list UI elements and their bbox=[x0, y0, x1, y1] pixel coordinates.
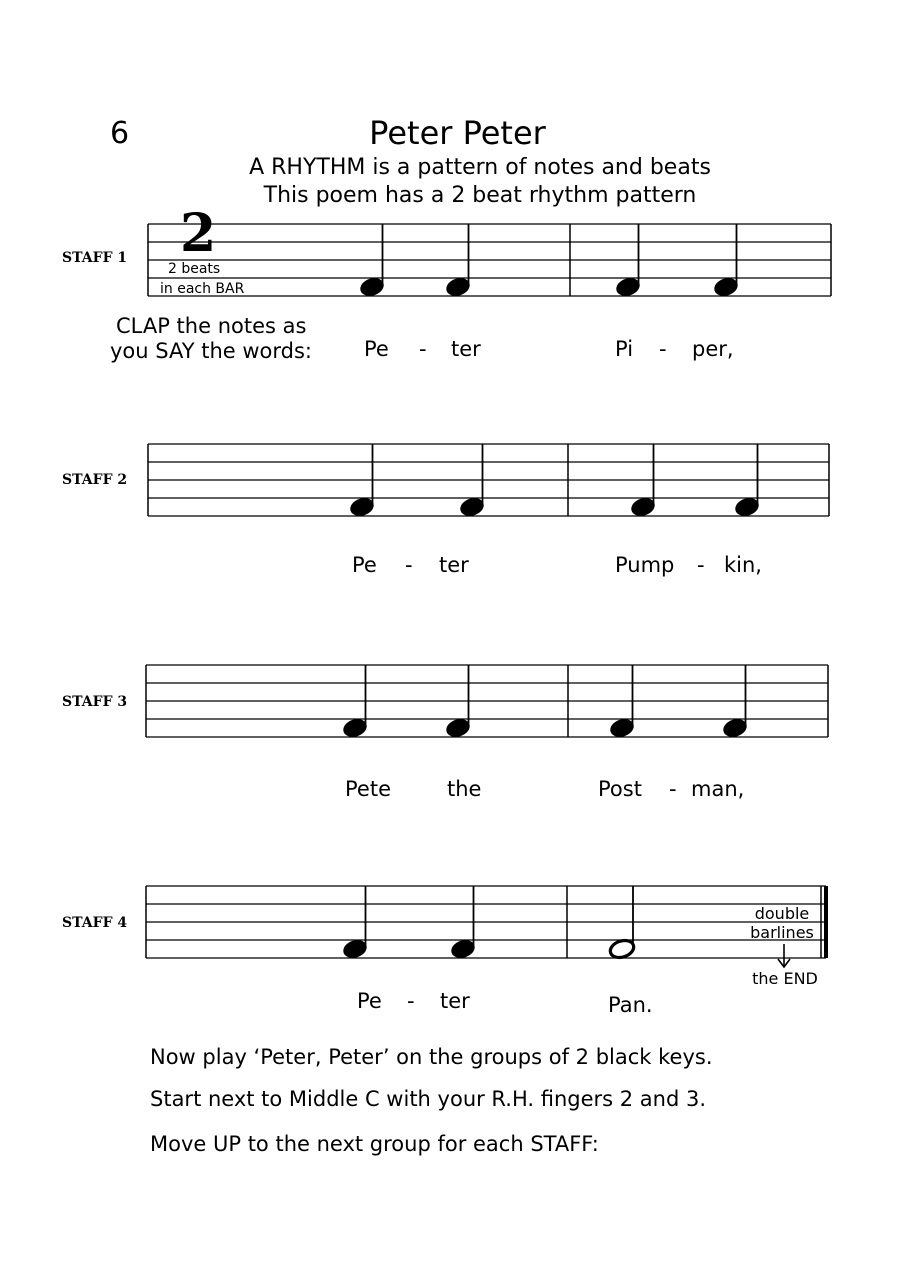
intro-line-2: This poem has a 2 beat rhythm pattern bbox=[263, 183, 697, 208]
lyric-hyphen: - bbox=[669, 777, 677, 801]
time-signature-line-2: in each BAR bbox=[160, 281, 245, 297]
lyric-hyphen: - bbox=[697, 553, 705, 577]
lyric-hyphen: - bbox=[659, 337, 667, 361]
lyric-syllable: man, bbox=[691, 777, 745, 801]
lyric-syllable: Pi bbox=[615, 337, 634, 361]
staff-3-label: STAFF 3 bbox=[62, 694, 128, 710]
page-title: Peter Peter bbox=[369, 114, 546, 152]
clap-line-2: you SAY the words: bbox=[110, 339, 312, 363]
lyric-syllable: ter bbox=[440, 989, 470, 1013]
lyric-hyphen: - bbox=[407, 989, 415, 1013]
double-barlines-label bbox=[742, 904, 822, 942]
staff-1-label: STAFF 1 bbox=[62, 250, 128, 266]
instruction-line-3: Move UP to the next group for each STAFF: bbox=[150, 1132, 599, 1156]
double-barlines-line-2: barlines bbox=[750, 923, 814, 942]
intro-line-1: A RHYTHM is a pattern of notes and beats bbox=[249, 155, 711, 180]
clap-instructions bbox=[110, 314, 312, 364]
lyric-syllable: Pe bbox=[357, 989, 382, 1013]
half-note bbox=[608, 938, 636, 961]
lyric-hyphen: - bbox=[405, 553, 413, 577]
lyric-syllable: Pete bbox=[345, 777, 391, 801]
lyric-syllable: Pump bbox=[615, 553, 675, 577]
the-end-label: the END bbox=[752, 969, 818, 988]
instruction-line-2: Start next to Middle C with your R.H. fingers 2 and 3. bbox=[150, 1087, 707, 1111]
lyric-syllable: Pe bbox=[352, 553, 377, 577]
clap-line-1: CLAP the notes as bbox=[116, 314, 307, 338]
lyric-hyphen: - bbox=[419, 337, 427, 361]
double-barlines-line-1: double bbox=[754, 904, 810, 923]
staff-2-label: STAFF 2 bbox=[62, 472, 128, 488]
time-signature-line-1: 2 beats bbox=[168, 261, 221, 277]
time-signature-digit: 2 bbox=[180, 203, 217, 264]
lyric-syllable: Post bbox=[598, 777, 642, 801]
lyric-syllable: Pe bbox=[364, 337, 389, 361]
staff-4-label: STAFF 4 bbox=[62, 915, 128, 931]
lyric-syllable: kin, bbox=[724, 553, 762, 577]
lyric-syllable: per, bbox=[692, 337, 734, 361]
instruction-line-1: Now play ‘Peter, Peter’ on the groups of 2 black keys. bbox=[150, 1045, 713, 1069]
lyric-syllable: ter bbox=[451, 337, 481, 361]
lyric-syllable: Pan. bbox=[608, 993, 653, 1017]
lyric-syllable: ter bbox=[439, 553, 469, 577]
page-number: 6 bbox=[110, 116, 130, 151]
lyric-syllable: the bbox=[447, 777, 482, 801]
